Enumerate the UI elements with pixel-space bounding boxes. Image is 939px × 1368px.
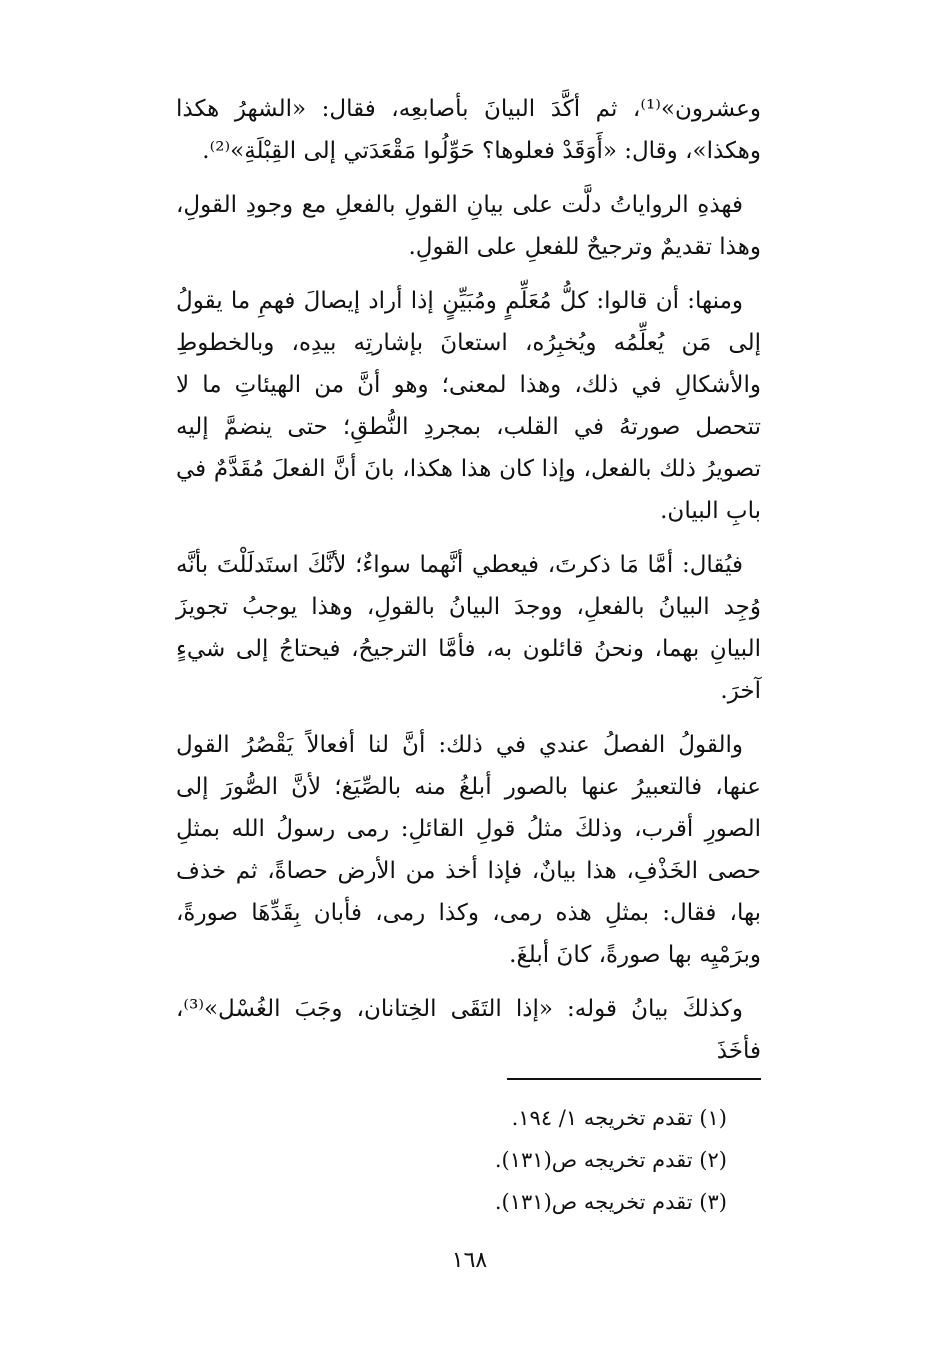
footnote-2: (٢) تقدم تخريجه ص(١٣١). [494, 1148, 727, 1172]
footnote-1: (١) تقدم تخريجه ١/ ١٩٤. [511, 1106, 727, 1130]
paragraph-4: فيُقال: أمَّا مَا ذكرتَ، فيعطي أنَّهما سواءٌ؛ لأنَّكَ استَدلَلْتَ بأنَّه وُجِد البيانُ بالفعلِ، ووجدَ البيانُ بالقولِ، وهذا يوجبُ تجويزَ البيانِ بهما، ونحنُ قائلون به، فأمَّا الترجيحُ، فيحتاجُ إلى شيءٍ آخرَ. [176, 552, 761, 704]
footnotes [207, 1097, 727, 1223]
footnote-divider [507, 1078, 761, 1080]
paragraph-5: والقولُ الفصلُ عندي في ذلك: أنَّ لنا أفعالاً يَقْصُرُ القول عنها، فالتعبيرُ عنها بالصور أبلغُ منه بالصِّيَغ؛ لأنَّ الصُّورَ إلى الصورِ أقرب، وذلكَ مثلُ قولِ القائلِ: رمى رسولُ الله بمثلِ حصى الخَذْفِ، هذا بيانٌ، فإذا أخذ من الأرض حصاةً، ثم خذف بها، فقال: بمثلِ هذه رمى، وكذا رمى، فأبان بِقَدِّهَا صورةً، وبرَمْيِه بها صورةً، كانَ أبلغَ. [176, 732, 761, 968]
paragraph-2: فهذهِ الرواياتُ دلَّت على بيانِ القولِ بالفعلِ مع وجودِ القولِ، وهذا تقديمٌ وترجيحٌ للفعلِ على القولِ. [176, 192, 761, 260]
page-number: ١٦٨ [451, 1248, 488, 1273]
main-text [176, 88, 761, 1084]
paragraph-6: وكذلكَ بيانُ قوله: «إذا التَقَى الخِتانان، وجَبَ الغُسْل»⁽³⁾، فأخَذَ [176, 996, 761, 1064]
footnote-3: (٣) تقدم تخريجه ص(١٣١). [494, 1190, 727, 1214]
paragraph-1: وعشرون»⁽¹⁾، ثم أكَّدَ البيانَ بأصابعِه، فقال: «الشهرُ هكذا وهكذا»، وقال: «أَوَقَدْ فعلوها؟ حَوِّلُوا مَقْعَدَتي إلى القِبْلَةِ»⁽²⁾. [176, 96, 761, 164]
paragraph-3: ومنها: أن قالوا: كلُّ مُعَلِّمٍ ومُبَيِّنٍ إذا أراد إيصالَ فهمِ ما يقولُ إلى مَن يُعلِّمُه ويُخبِرُه، استعانَ بإشارتِه بيدِه، وبالخطوطِ والأشكالِ في ذلك، وهذا لمعنى؛ وهو أنَّ من الهيئاتِ ما لا تتحصل صورتهُ في القلب، بمجردِ النُّطقِ؛ حتى ينضمَّ إليه تصويرُ ذلك بالفعل، وإذا كان هذا هكذا، بانَ أنَّ الفعلَ مُقَدَّمٌ في بابِ البيان. [176, 288, 761, 524]
